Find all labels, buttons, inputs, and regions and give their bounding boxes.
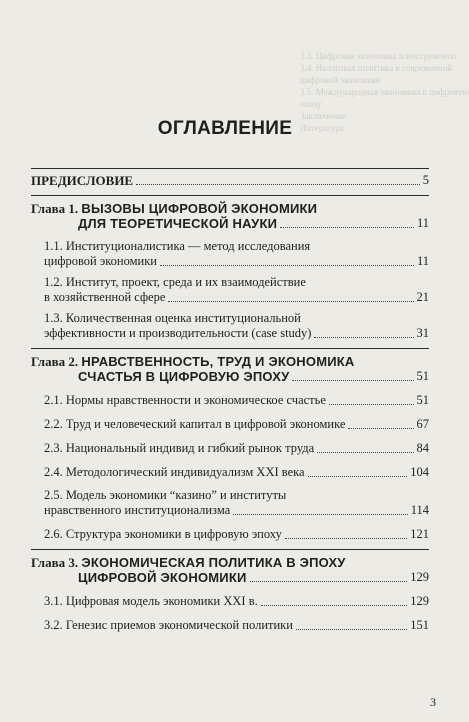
toc-page-number: 114 [410,503,429,517]
chapter-heading-line1 [31,201,429,216]
toc-section-2-4[interactable] [31,465,429,480]
toc-page-number: 51 [416,393,429,407]
divider [31,168,429,169]
toc-section-1-1[interactable] [31,239,429,269]
chapter-heading-line1 [31,555,429,570]
chapter-heading-line1 [31,354,429,369]
toc-section-2-3[interactable] [31,441,429,456]
bleed-through-text: 3.3. Цифровая экономика и инструменты 3.4. Налоговая политика в современной цифровой экономике 3.5. Международная экономика в цифровую эпоху Заключение Литература [300,51,469,133]
chapter-prefix: Глава 1. [31,201,79,216]
chapter-heading-line2 [31,216,429,231]
toc-page-number: 84 [416,441,429,455]
toc-page-number: 21 [416,290,429,304]
leader-dots [296,629,407,630]
leader-dots [285,538,407,539]
chapter-title-cont: ЦИФРОВОЙ ЭКОНОМИКИ [78,570,247,585]
leader-dots [329,404,414,405]
chapter-prefix: Глава 2. [31,354,79,369]
toc-page-number: 11 [416,254,429,268]
section-title: 2.5. Модель экономики “казино” и институты [44,488,287,502]
leader-dots [168,301,413,302]
table-of-contents [31,168,429,633]
toc-page-number: 11 [416,216,429,230]
toc-entry-preface[interactable] [31,173,429,188]
section-title-cont: эффективности и производительности (case study) [44,326,312,340]
toc-section-2-2[interactable] [31,417,429,432]
section-title-cont: цифровой экономики [44,254,157,268]
toc-chapter-1[interactable] [31,201,429,231]
toc-page-number: 129 [410,594,429,608]
section-title: 2.3. Национальный индивид и гибкий рынок труда [44,441,315,455]
section-title: 1.2. Институт, проект, среда и их взаимодействие [44,275,306,289]
leader-dots [348,428,413,429]
page-title: ОГЛАВЛЕНИЕ [157,118,293,139]
divider [31,195,429,196]
chapter-title: НРАВСТВЕННОСТЬ, ТРУД И ЭКОНОМИКА [81,354,355,369]
toc-page-number: 129 [410,570,429,584]
chapter-title-cont: ДЛЯ ТЕОРЕТИЧЕСКОЙ НАУКИ [78,216,278,231]
section-title-cont-row [44,503,429,518]
leader-dots [233,514,408,515]
section-title-cont-row [44,326,429,341]
toc-page-number: 5 [422,173,429,187]
divider [31,348,429,349]
section-title-cont-row [44,254,429,269]
chapter-prefix: Глава 3. [31,555,79,570]
section-title: 2.4. Методологический индивидуализм XXI века [44,465,305,479]
section-title: 1.3. Количественная оценка институциональной [44,311,301,325]
chapter-heading-line2 [31,369,429,384]
section-title-cont: нравственного институционализма [44,503,231,517]
toc-section-3-2[interactable] [31,618,429,633]
toc-page-number: 67 [416,417,429,431]
leader-dots [280,227,414,228]
divider [31,549,429,550]
toc-section-1-3[interactable] [31,311,429,341]
toc-section-3-1[interactable] [31,594,429,609]
section-title-cont-row [44,290,429,305]
section-title-cont: в хозяйственной сфере [44,290,166,304]
section-title: 2.6. Структура экономики в цифровую эпоху [44,527,282,541]
toc-chapter-2[interactable] [31,354,429,384]
section-title: 2.1. Нормы нравственности и экономическое счастье [44,393,326,407]
leader-dots [160,265,414,266]
leader-dots [292,380,413,381]
leader-dots [308,476,408,477]
toc-section-1-2[interactable] [31,275,429,305]
leader-dots [136,184,420,185]
chapter-title: ВЫЗОВЫ ЦИФРОВОЙ ЭКОНОМИКИ [81,201,318,216]
chapter-title-cont: СЧАСТЬЯ В ЦИФРОВУЮ ЭПОХУ [78,369,290,384]
toc-page-number: 31 [416,326,429,340]
leader-dots [250,581,408,582]
toc-section-2-5[interactable] [31,488,429,518]
leader-dots [314,337,413,338]
page-number: 3 [430,695,436,709]
toc-page-number: 51 [416,369,429,383]
section-title: 1.1. Институционалистика — метод исследования [44,239,311,253]
toc-page-number: 151 [410,618,429,632]
toc-page-number: 104 [410,465,429,479]
section-title: 3.1. Цифровая модель экономики XXI в. [44,594,258,608]
toc-section-2-1[interactable] [31,393,429,408]
toc-section-2-6[interactable] [31,527,429,542]
leader-dots [261,605,408,606]
chapter-heading-line2 [31,570,429,585]
section-title: 3.2. Генезис приемов экономической политики [44,618,293,632]
toc-page-number: 121 [410,527,429,541]
chapter-title: ЭКОНОМИЧЕСКАЯ ПОЛИТИКА В ЭПОХУ [81,555,346,570]
toc-entry-label: ПРЕДИСЛОВИЕ [31,173,134,188]
section-title: 2.2. Труд и человеческий капитал в цифровой экономике [44,417,346,431]
leader-dots [317,452,413,453]
toc-chapter-3[interactable] [31,555,429,585]
